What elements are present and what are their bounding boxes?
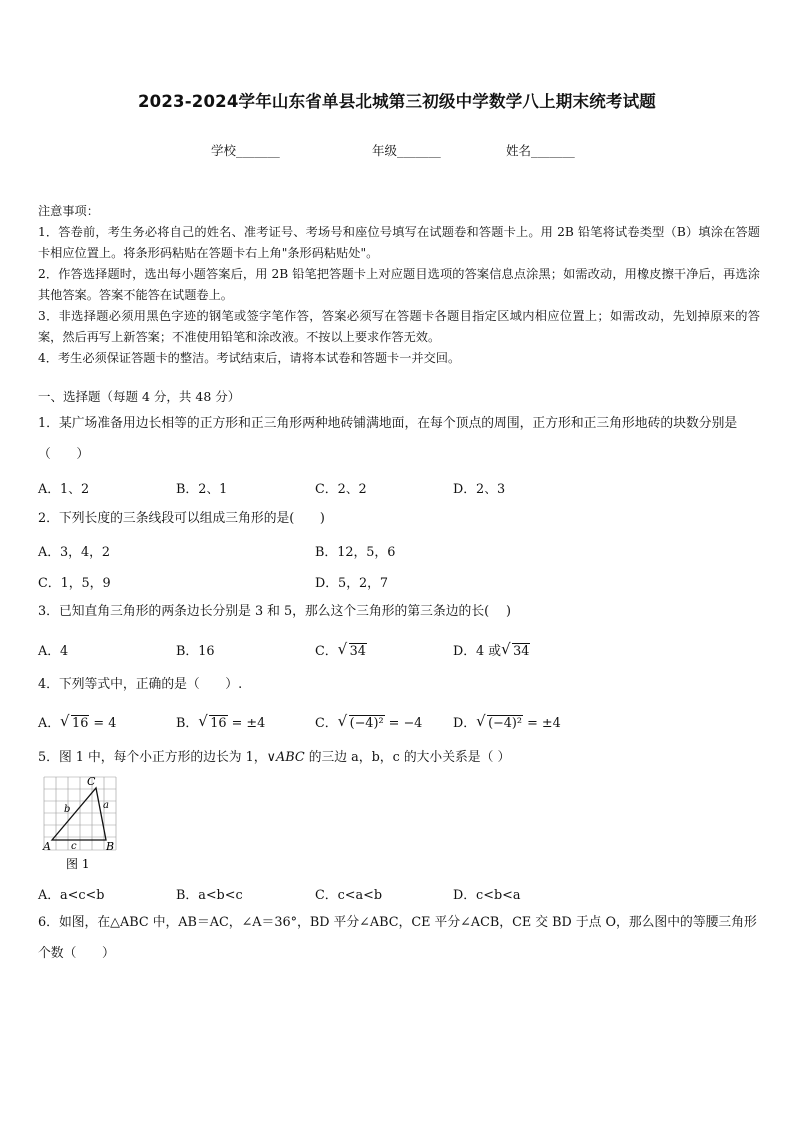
grade-field: 年级_______: [372, 143, 441, 158]
side-label-c: c: [71, 841, 77, 852]
vertex-label-c: C: [87, 775, 96, 788]
q4-b-label: B．: [176, 716, 199, 731]
figure-caption: 图 1: [66, 857, 90, 871]
q3-d-label: D．4 或: [453, 644, 502, 659]
q3-option-a: A．4: [38, 644, 69, 659]
question-4-stem: 4．下列等式中，正确的是（ ）.: [38, 677, 243, 692]
q1-option-b: B．2、1: [176, 482, 228, 497]
q1-option-c: C．2、2: [315, 482, 367, 497]
q5-stem-post: 的三边 a，b，c 的大小关系是（ ）: [304, 750, 511, 765]
side-label-a: a: [103, 800, 109, 811]
sqrt-symbol: √ 34: [501, 640, 530, 659]
q4-option-a: [38, 712, 116, 731]
q3-c-label: C．: [315, 644, 338, 659]
q4-c-label: C．: [315, 716, 338, 731]
vertex-label-a: A: [43, 840, 51, 853]
q4-a-radicand: 16: [72, 716, 89, 731]
notice-item: 4．考生必须保证答题卡的整洁。考试结束后，请将本试卷和答题卡一并交回。: [38, 351, 461, 365]
sqrt-symbol: √ 34: [337, 640, 366, 659]
q2-option-b: B．12，5，6: [315, 545, 396, 560]
q4-option-b: [176, 712, 265, 731]
q3-option-b: B．16: [176, 644, 215, 659]
notice-heading: 注意事项：: [38, 204, 99, 218]
question-3-stem: 3．已知直角三角形的两条边长分别是 3 和 5，那么这个三角形的第三条边的长( ): [38, 604, 511, 619]
sqrt-symbol: √ (−4)²: [476, 712, 523, 731]
q4-b-rhs: = ±4: [231, 716, 266, 731]
q5-option-b: B．a<b<c: [176, 888, 243, 903]
q2-option-c: C．1，5，9: [38, 576, 111, 591]
q3-c-radicand: 34: [349, 644, 366, 659]
q4-option-c: [315, 712, 422, 731]
q3-d-radicand: 34: [513, 644, 530, 659]
sqrt-symbol: √ 16: [60, 712, 89, 731]
q2-option-a: A．3，4，2: [38, 545, 111, 560]
q4-d-rhs: = ±4: [527, 716, 561, 731]
notice-item: 2．作答选择题时，选出每小题答案后，用 2B 铅笔把答题卡上对应题目选项的答案信息点涂黑；如需改动，用橡皮擦干净后，再选涂其他答案。答案不能答在试题卷上。: [38, 267, 760, 302]
q4-a-rhs: = 4: [93, 716, 117, 731]
sqrt-symbol: √ 16: [198, 712, 227, 731]
side-label-b: b: [64, 804, 71, 815]
question-1-stem: 1．某广场准备用边长相等的正方形和正三角形两种地砖铺满地面，在每个顶点的周围，正方形和正三角形地砖的块数分别是（ ）: [38, 416, 738, 462]
triangle-abc: [52, 788, 106, 840]
section-heading: 一、选择题（每题 4 分，共 48 分）: [38, 389, 241, 404]
q5-option-d: D．c<b<a: [453, 888, 521, 903]
q5-stem-pre: 5．图 1 中，每个小正方形的边长为 1，: [38, 750, 267, 765]
name-field: 姓名_______: [506, 143, 575, 158]
question-6-stem: 6．如图，在△ABC 中，AB＝AC，∠A＝36°，BD 平分∠ABC，CE 平分∠ACB，CE 交 BD 于点 O，那么图中的等腰三角形个数（ ）: [38, 915, 757, 961]
school-field: 学校_______: [211, 143, 280, 158]
q3-option-d: [453, 640, 530, 659]
notice-block: [38, 201, 760, 369]
q4-d-radicand: (−4)²: [488, 716, 523, 731]
q5-option-a: A．a<c<b: [38, 888, 105, 903]
question-5-stem: [38, 742, 760, 773]
q1-option-d: D．2、3: [453, 482, 506, 497]
sqrt-symbol: √ (−4)²: [337, 712, 384, 731]
q3-option-c: [315, 640, 367, 659]
q4-option-d: [453, 712, 561, 731]
vertex-label-b: B: [106, 840, 115, 853]
figure-1-grid-triangle: [40, 774, 130, 874]
notice-item: 3．非选择题必须用黑色字迹的钢笔或签字笔作答，答案必须写在答题卡各题目指定区域内相应位置上；如需改动，先划掉原来的答案，然后再写上新答案；不准使用铅笔和涂改液。不按以上要求作答无效。: [38, 309, 760, 344]
q4-b-radicand: 16: [210, 716, 227, 731]
q4-d-label: D．: [453, 716, 477, 731]
q5-option-c: C．c<a<b: [315, 888, 383, 903]
q4-c-radicand: (−4)²: [349, 716, 384, 731]
notice-item: 1．答卷前，考生务必将自己的姓名、准考证号、考场号和座位号填写在试题卷和答题卡上。用 2B 铅笔将试卷类型（B）填涂在答题卡相应位置上。将条形码粘贴在答题卡右上角"条形码粘贴处"。: [38, 225, 760, 260]
exam-title: 2023-2024学年山东省单县北城第三初级中学数学八上期末统考试题: [138, 92, 656, 111]
q4-c-rhs: = −4: [388, 716, 423, 731]
q4-a-label: A．: [38, 716, 61, 731]
q2-option-d: D．5，2，7: [315, 576, 389, 591]
q5-triangle: ∨ABC: [266, 750, 305, 765]
question-2-stem: 2．下列长度的三条线段可以组成三角形的是( ): [38, 511, 325, 526]
q1-option-a: A．1、2: [38, 482, 90, 497]
